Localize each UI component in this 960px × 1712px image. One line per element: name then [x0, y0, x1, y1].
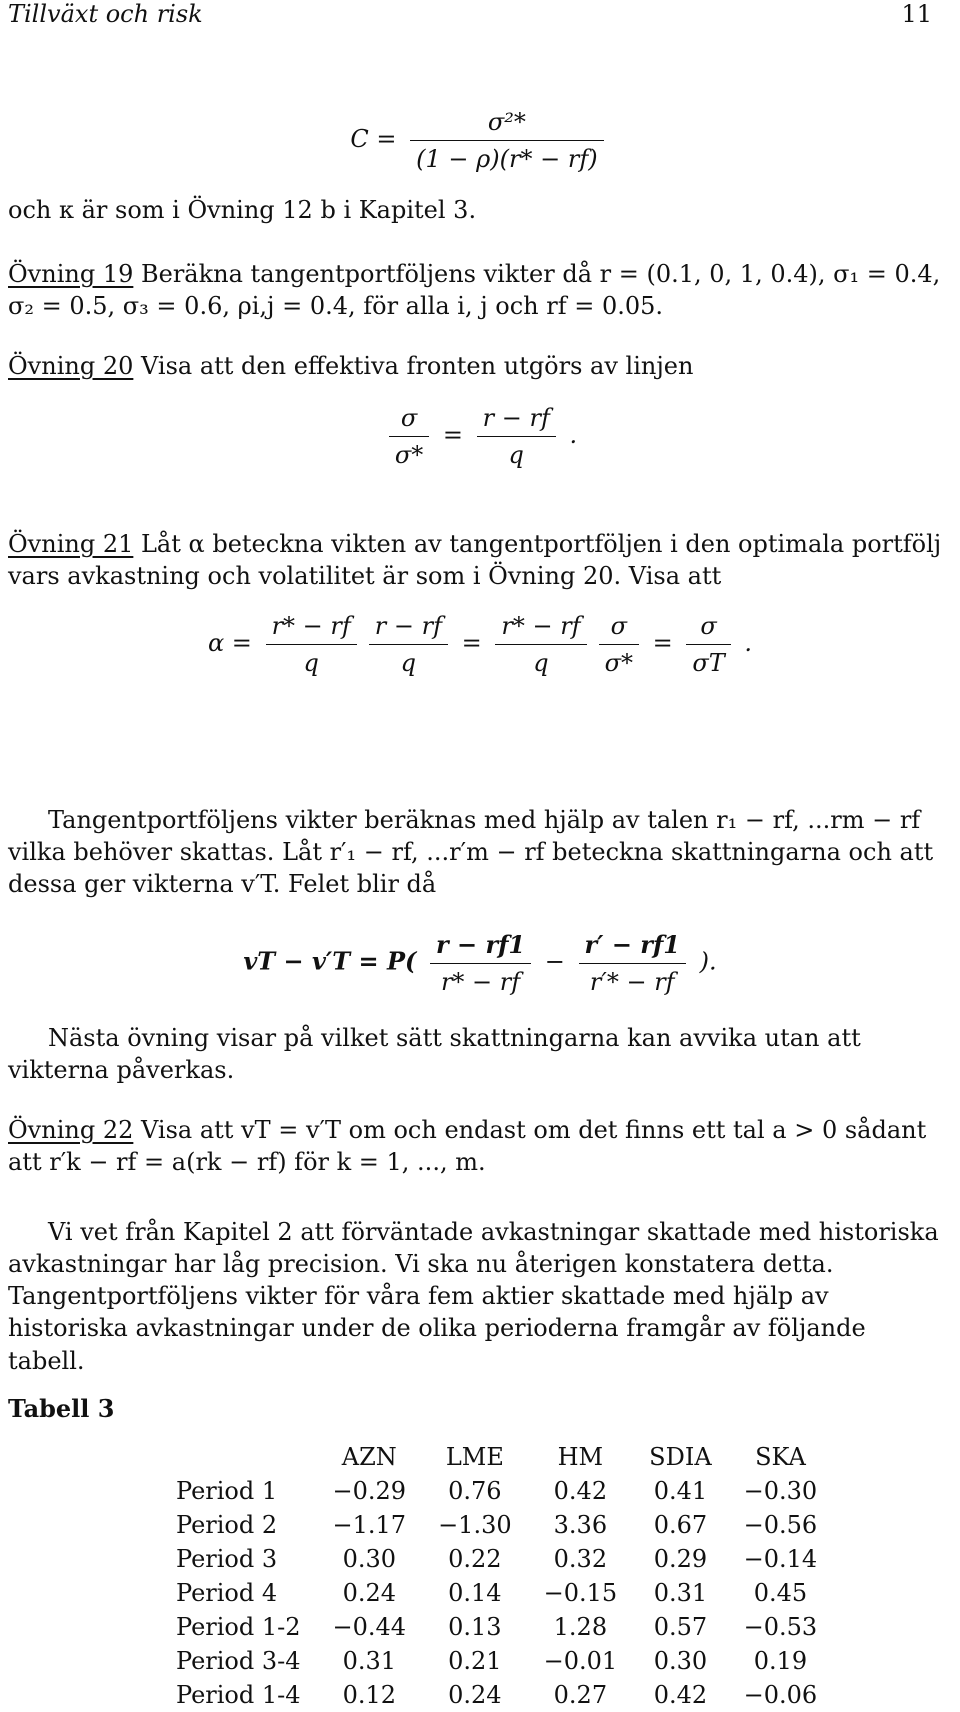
v-f2-num: r′ − rf1 [579, 930, 686, 964]
cell: 0.57 [653, 1613, 708, 1641]
alpha-f5 [686, 612, 730, 677]
row-label: Period 2 [176, 1511, 278, 1539]
cell: 0.19 [753, 1647, 808, 1675]
row-label: Period 1-4 [176, 1681, 301, 1709]
col-azn: AZN [341, 1443, 397, 1471]
alpha-f3-den: q [533, 649, 549, 677]
exercise-22-label: Övning 22 [8, 1116, 134, 1144]
table-row [160, 1644, 833, 1678]
alpha-f2-num: r − rf [369, 612, 448, 645]
cell: −0.06 [743, 1681, 818, 1709]
cell: 0.27 [553, 1681, 608, 1709]
row-label: Period 3-4 [176, 1647, 301, 1675]
equation-alpha [0, 612, 960, 677]
row-label: Period 1-2 [176, 1613, 301, 1641]
v-f1-num: r − rf1 [430, 930, 531, 964]
exercise-20-text: Visa att den effektiva fronten utgörs av linjen [133, 352, 694, 380]
cell: 0.21 [448, 1647, 502, 1675]
table-row [160, 1576, 833, 1610]
equation-efficient-frontier [0, 404, 960, 469]
v-minus: − [544, 947, 565, 976]
cell: 0.24 [342, 1579, 396, 1607]
eq-c-fraction [410, 108, 603, 173]
paragraph-next: Nästa övning visar på vilket sätt skattningarna kan avvika utan att vikterna påverkas. [8, 1024, 861, 1085]
row-label: Period 1 [176, 1477, 278, 1505]
col-ska: SKA [755, 1443, 806, 1471]
table-corner [160, 1440, 317, 1474]
alpha-f2 [369, 612, 448, 677]
cell: 0.14 [448, 1579, 502, 1607]
cell: 0.67 [653, 1511, 708, 1539]
table-row [160, 1508, 833, 1542]
v-f2 [579, 930, 686, 996]
table-row [160, 1542, 833, 1576]
v-lhs: vT − v′T = P( [243, 946, 417, 976]
exercise-22-text: Visa att vT = v′T om och endast om det finns ett tal a > 0 sådant att r′k − rf = a(rk − rf) för k = 1, ..., m. [8, 1116, 927, 1177]
alpha-f4-den: σ* [604, 649, 633, 677]
alpha-f4-num: σ [599, 612, 639, 645]
cell: −0.44 [332, 1613, 407, 1641]
alpha-f3 [495, 612, 586, 677]
cell: 0.22 [448, 1545, 502, 1573]
v-end: ). [699, 947, 717, 976]
alpha-f5-den: σT [692, 649, 725, 677]
table-header-row [160, 1440, 833, 1474]
exercise-21 [0, 528, 960, 592]
eq-c-lhs: C = [350, 125, 397, 153]
v-f1-den: r* − rf [440, 968, 521, 996]
table-3 [160, 1440, 833, 1712]
page-header [0, 0, 960, 34]
cell: −1.30 [438, 1511, 512, 1539]
cell: 3.36 [553, 1511, 608, 1539]
cell: 0.31 [653, 1579, 708, 1607]
exercise-22 [0, 1114, 960, 1178]
alpha-f1-den: q [303, 649, 319, 677]
frac-sigma [389, 404, 429, 469]
ef-end: . [569, 421, 578, 449]
exercise-20-label: Övning 20 [8, 352, 134, 380]
ef-rhs-num: r − rf [477, 404, 556, 437]
cell: 0.12 [342, 1681, 396, 1709]
alpha-f1 [266, 612, 357, 677]
row-label: Period 3 [176, 1545, 278, 1573]
kappa-line: och κ är som i Övning 12 b i Kapitel 3. [8, 196, 477, 224]
cell: 0.13 [448, 1613, 502, 1641]
v-f1 [430, 930, 531, 996]
eq-c-numerator: σ²* [410, 108, 603, 141]
alpha-f4 [599, 612, 639, 677]
cell: 0.42 [653, 1681, 708, 1709]
col-hm: HM [557, 1443, 604, 1471]
equation-v-error [0, 930, 960, 996]
cell: −0.56 [743, 1511, 818, 1539]
frac-r [477, 404, 556, 469]
cell: 0.45 [753, 1579, 808, 1607]
exercise-19 [0, 258, 960, 322]
exercise-21-label: Övning 21 [8, 530, 134, 558]
cell: 1.28 [553, 1613, 608, 1641]
ef-eq: = [442, 421, 463, 449]
paragraph-tangent: Tangentportföljens vikter beräknas med hjälp av talen r₁ − rf, ...rm − rf vilka behöver skattas. Låt r′₁ − rf, ...r′m − rf beteckna skattningarna och att dessa ger vikterna v′T. Felet blir då [8, 806, 934, 899]
cell: −0.53 [743, 1613, 818, 1641]
table-row [160, 1474, 833, 1508]
col-sdia: SDIA [649, 1443, 712, 1471]
cell: 0.41 [653, 1477, 708, 1505]
equation-c [0, 108, 960, 173]
eq-c-denominator: (1 − ρ)(r* − rf) [416, 145, 598, 173]
table-title: Tabell 3 [8, 1394, 115, 1423]
ef-lhs-num: σ [389, 404, 429, 437]
ef-lhs-den: σ* [394, 441, 424, 469]
exercise-21-text: Låt α beteckna vikten av tangentportföljen i den optimala portfölj vars avkastning och volatilitet är som i Övning 20. Visa att [8, 530, 942, 591]
alpha-f2-den: q [400, 649, 417, 677]
cell: 0.30 [653, 1647, 708, 1675]
cell: 0.32 [553, 1545, 608, 1573]
alpha-f1-num: r* − rf [266, 612, 357, 645]
ef-rhs-den: q [508, 441, 524, 469]
alpha-eq3: = [652, 629, 673, 657]
alpha-f5-num: σ [686, 612, 730, 645]
cell: 0.31 [342, 1647, 396, 1675]
cell: 0.30 [342, 1545, 396, 1573]
paragraph-kapitel2: Vi vet från Kapitel 2 att förväntade avkastningar skattade med historiska avkastningar har låg precision. Vi ska nu återigen konstatera detta. Tangentportföljens vikter för våra fem aktier skattade med hjälp av historiska avkastningar under de olika perioderna framgår av följande tabell. [8, 1218, 939, 1375]
cell: −0.15 [543, 1579, 618, 1607]
cell: 0.24 [448, 1681, 502, 1709]
alpha-eq2: = [461, 629, 482, 657]
cell: 0.76 [448, 1477, 502, 1505]
cell: −0.14 [743, 1545, 818, 1573]
alpha-lhs: α = [207, 629, 252, 657]
cell: 0.42 [553, 1477, 608, 1505]
cell: 0.29 [653, 1545, 708, 1573]
exercise-19-text: Beräkna tangentportföljens vikter då r = (0.1, 0, 1, 0.4), σ₁ = 0.4, σ₂ = 0.5, σ₃ = 0.6, ρi,j = 0.4, för alla i, j och rf = 0.05. [8, 260, 941, 321]
page-number: 11 [901, 0, 932, 28]
exercise-19-label: Övning 19 [8, 260, 134, 288]
row-label: Period 4 [176, 1579, 278, 1607]
col-lme: LME [445, 1443, 504, 1471]
v-f2-den: r′* − rf [589, 968, 675, 996]
cell: −1.17 [332, 1511, 407, 1539]
cell: −0.29 [332, 1477, 407, 1505]
cell: −0.30 [743, 1477, 818, 1505]
running-title: Tillväxt och risk [8, 0, 203, 28]
cell: −0.01 [543, 1647, 618, 1675]
table-row [160, 1610, 833, 1644]
alpha-end: . [744, 629, 753, 657]
alpha-f3-num: r* − rf [495, 612, 586, 645]
exercise-20 [0, 350, 960, 382]
